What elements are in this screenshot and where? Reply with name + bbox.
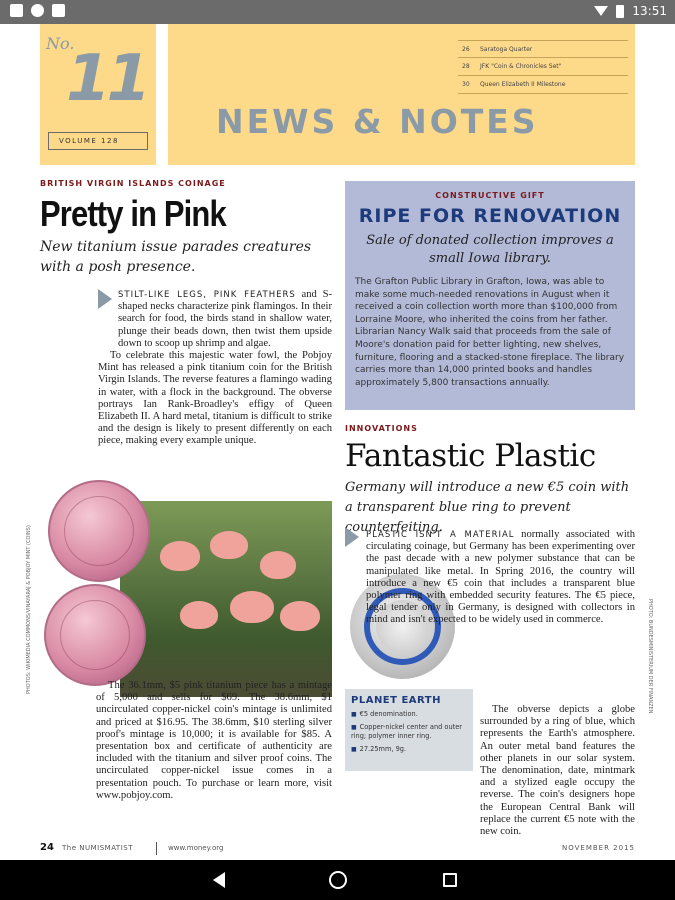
paragraph-text: normally associated with circulating coinage, but Germany has been experimenting over the past decade with a new polymer substance that can be manipulated like metal. In Spring 2016, the country will introduce a new €5 coin that includes a transparent blue polymer ring with embedded security features. The €5 piece, legal tender only in Germany, is designed with collectors in mind and isn't expected to be widely used in commerce. [366, 529, 635, 626]
article-title: Pretty in Pink [40, 193, 226, 234]
paragraph-text: and S-shaped necks characterize pink flamingos. In their search for food, the birds stand in shallow water, plunge their beads down, then twist them upside down to scoop up shrimp and algae. [118, 289, 332, 349]
toc-row[interactable] [458, 58, 628, 76]
article-paragraph [366, 529, 635, 649]
app-notification-icon [31, 4, 44, 17]
issue-number-box [40, 24, 156, 165]
recent-apps-icon[interactable] [443, 873, 457, 887]
gift-kicker: CONSTRUCTIVE GIFT [435, 191, 545, 200]
toc-row[interactable] [458, 76, 628, 94]
navigation-bar [0, 860, 675, 900]
constructive-gift-box [345, 181, 635, 410]
section-title: NEWS & NOTES [216, 102, 539, 141]
toc-page: 26 [462, 45, 470, 53]
photo-credit: PHOTOS: WIKIMEDIA COMMONS/VINAYARAJ & POBJOY MINT (COINS) [26, 525, 32, 694]
page-footer [40, 842, 635, 856]
wifi-icon [594, 6, 608, 16]
gift-deck: Sale of donated collection improves a small Iowa library. [366, 233, 614, 266]
section-header [168, 24, 635, 165]
reverse-coin-image [44, 584, 146, 686]
obverse-coin-image [48, 480, 150, 582]
volume-label: VOLUME 128 [48, 132, 148, 150]
footer-divider [156, 842, 157, 855]
sidebar-item: ■ Copper-nickel center and outer ring; polymer inner ring. [351, 723, 467, 741]
image-notification-icon [52, 4, 65, 17]
article-deck: New titanium issue parades creatures with a posh presence. [40, 239, 312, 275]
notification-icon [10, 4, 23, 17]
website-link[interactable]: www.money.org [168, 844, 224, 852]
toc-page: 30 [462, 81, 470, 88]
table-of-contents [458, 40, 628, 94]
issue-date: NOVEMBER 2015 [561, 844, 635, 852]
article-paragraph: The obverse depicts a globe surrounded by a ring of blue, which represents the Earth's atmosphere. An outer metal band features the other planets in our solar system. The denomination, date, mintmark and a stylized eagle occupy the reverse. The coin's designers hope the European Central Bank will replace the current €5 note with the new coin. [480, 704, 635, 838]
sidebar-title: PLANET EARTH [351, 695, 441, 706]
sidebar-item: ■ €5 denomination. [351, 710, 467, 719]
article-fantastic-plastic [345, 424, 637, 538]
article-kicker: INNOVATIONS [345, 424, 418, 433]
issue-number: 11 [66, 42, 148, 116]
battery-icon [616, 5, 624, 18]
arrow-icon [98, 289, 112, 309]
back-icon[interactable] [213, 872, 225, 888]
toc-page: 28 [462, 63, 470, 70]
flamingo-photo [120, 501, 332, 697]
toc-title: JFK "Coin & Chronicles Set" [480, 63, 562, 70]
clock: 13:51 [632, 4, 667, 18]
page-number: 24 [40, 842, 54, 853]
gift-body: The Grafton Public Library in Grafton, Iowa, was able to make some much-needed renovations in August when it received a coin collection worth more than $100,000 from Lorraine Moore, who inherited the coins from her father. Librarian Nancy Walk said that proceeds from the sale of Moore's donation paid for better lighting, new shelves, furniture, flooring and a stacked-stone fireplace. The library carries more than 14,000 printed books and handles approximately 5,800 transactions annually. [355, 277, 625, 388]
sidebar-item: ■ 27.25mm, 9g. [351, 745, 467, 754]
status-bar [0, 0, 675, 24]
magazine-page [0, 24, 675, 860]
toc-title: Queen Elizabeth II Milestone [480, 81, 566, 88]
home-icon[interactable] [329, 871, 347, 889]
photo-credit: PHOTO: BUNDESMINISTERIUM DER FINANZEN [647, 599, 653, 714]
article-pretty-in-pink [40, 179, 332, 448]
article-title: Fantastic Plastic [345, 438, 596, 474]
gift-title: RIPE FOR RENOVATION [358, 205, 622, 227]
article-paragraph: The 36.1mm, $5 pink titanium piece has a mintage of 5,000 and sells for $69. The 38.6mm, $1 uncirculated copper-nickel coin's mintage is unlimited and priced at $16.95. The 38.6mm, $10 sterling silver proof's mintage is 10,000; it is available for $85. A presentation box and certificate of authenticity are included with the titanium and silver proof coins. The uncirculated copper-nickel issue comes in a presentation pouch. To purchase or learn more, visit www.pobjoy.com. [96, 680, 332, 801]
magazine-name: The NUMISMATIST [62, 844, 133, 852]
lead-text: STILT-LIKE LEGS, PINK FEATHERS [118, 290, 296, 300]
lead-text: PLASTIC ISN'T A MATERIAL [366, 530, 515, 540]
arrow-icon [345, 527, 359, 547]
article-paragraph: To celebrate this majestic water fowl, the Pobjoy Mint has released a pink titanium coin for the British Virgin Islands. The reverse features a flamingo wading in water, with a flock in the background. The obverse portrays Ian Rank-Broadley's effigy of Queen Elizabeth II. A hard metal, titanium is difficult to strike and the design is likely to present differently on each piece, making every example unique. [98, 350, 332, 447]
toc-row[interactable] [458, 40, 628, 58]
article-kicker: BRITISH VIRGIN ISLANDS COINAGE [40, 179, 226, 188]
issue-no-label: No. [46, 34, 75, 53]
toc-title: Saratoga Quarter [480, 45, 533, 53]
article-deck: Germany will introduce a new €5 coin with a transparent blue ring to prevent counterfeiting. [345, 480, 630, 535]
planet-earth-sidebar [345, 689, 473, 771]
article-paragraph [98, 289, 332, 350]
